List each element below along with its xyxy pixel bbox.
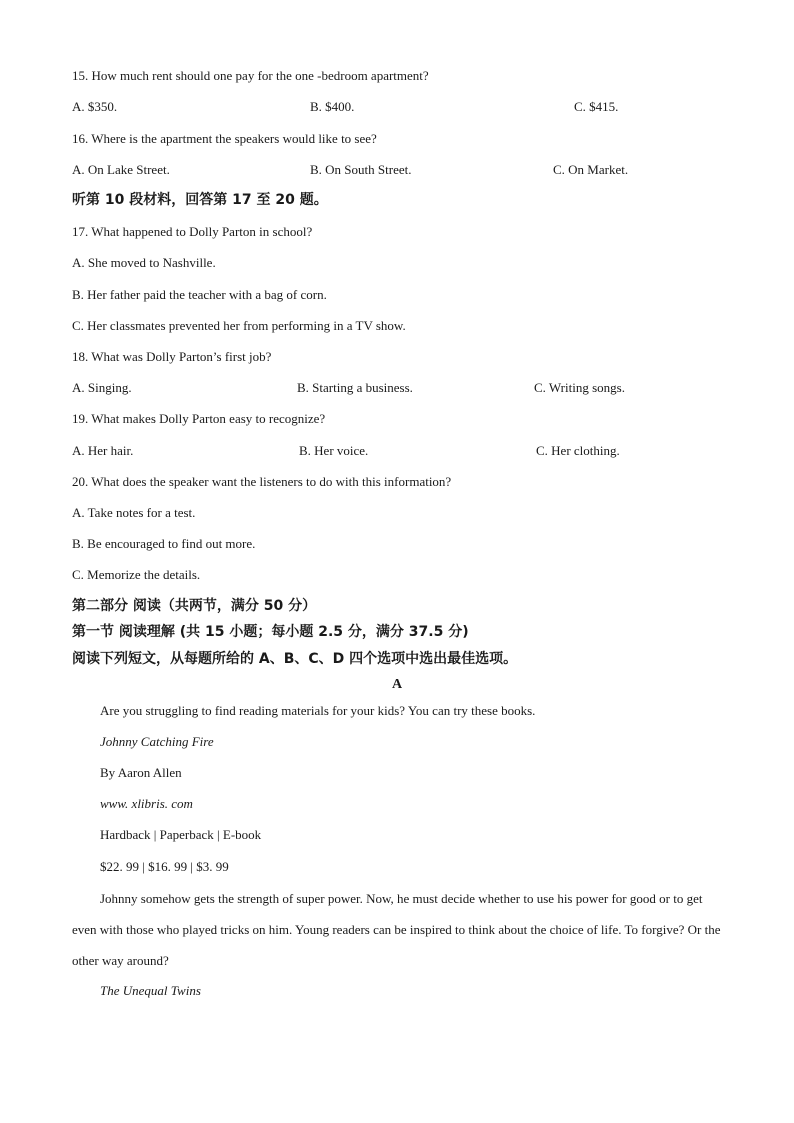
q17-option-b: B. Her father paid the teacher with a bag of corn. bbox=[72, 287, 327, 302]
passage-letter: A bbox=[391, 677, 403, 692]
q20-option-c: C. Memorize the details. bbox=[72, 567, 201, 582]
question-16: 16. Where is the apartment the speakers would like to see? bbox=[72, 131, 377, 146]
q15-option-a: A. $350. bbox=[72, 99, 118, 114]
question-20: 20. What does the speaker want the listeners to do with this information? bbox=[72, 474, 452, 489]
q15-option-c: C. $415. bbox=[574, 99, 619, 114]
section-10-heading: 听第 10 段材料，回答第 17 至 20 题。 bbox=[72, 192, 328, 208]
reading-instruction: 阅读下列短文，从每题所给的 A、B、C、D 四个选项中选出最佳选项。 bbox=[72, 651, 518, 667]
q15-option-b: B. $400. bbox=[310, 99, 355, 114]
book-1-website: www. xlibris. com bbox=[100, 796, 193, 811]
q16-option-c: C. On Market. bbox=[553, 162, 629, 177]
question-15: 15. How much rent should one pay for the one -bedroom apartment? bbox=[72, 68, 429, 83]
question-19: 19. What makes Dolly Parton easy to recognize? bbox=[72, 411, 326, 426]
q17-option-a: A. She moved to Nashville. bbox=[72, 255, 216, 270]
passage-intro: Are you struggling to find reading materials for your kids? You can try these books. bbox=[100, 703, 536, 718]
book-1-description: Johnny somehow gets the strength of super power. Now, he must decide whether to use his power for good or to get even with those who played tricks on him. Young readers can be inspired to think about the choice of life. To forgive? Or the other way around? bbox=[72, 891, 721, 968]
section-1-title: 第一节 阅读理解 (共 15 小题；每小题 2.5 分，满分 37.5 分) bbox=[72, 624, 469, 640]
question-17: 17. What happened to Dolly Parton in school? bbox=[72, 224, 313, 239]
q18-option-a: A. Singing. bbox=[72, 380, 132, 395]
q16-option-b: B. On South Street. bbox=[310, 162, 412, 177]
book-1-prices: $22. 99 | $16. 99 | $3. 99 bbox=[100, 859, 229, 874]
q19-option-c: C. Her clothing. bbox=[536, 443, 620, 458]
q17-option-c: C. Her classmates prevented her from performing in a TV show. bbox=[72, 318, 406, 333]
q19-option-b: B. Her voice. bbox=[299, 443, 369, 458]
part-2-title: 第二部分 阅读（共两节，满分 50 分） bbox=[72, 598, 317, 614]
q18-option-c: C. Writing songs. bbox=[534, 380, 625, 395]
book-1-formats: Hardback | Paperback | E-book bbox=[100, 827, 262, 842]
book-1-title: Johnny Catching Fire bbox=[100, 734, 214, 749]
q20-option-a: A. Take notes for a test. bbox=[72, 505, 196, 520]
q18-option-b: B. Starting a business. bbox=[297, 380, 413, 395]
q19-option-a: A. Her hair. bbox=[72, 443, 134, 458]
question-18: 18. What was Dolly Parton’s first job? bbox=[72, 349, 272, 364]
q16-option-a: A. On Lake Street. bbox=[72, 162, 170, 177]
book-1-author: By Aaron Allen bbox=[100, 765, 182, 780]
book-2-title: The Unequal Twins bbox=[100, 983, 201, 998]
q20-option-b: B. Be encouraged to find out more. bbox=[72, 536, 256, 551]
